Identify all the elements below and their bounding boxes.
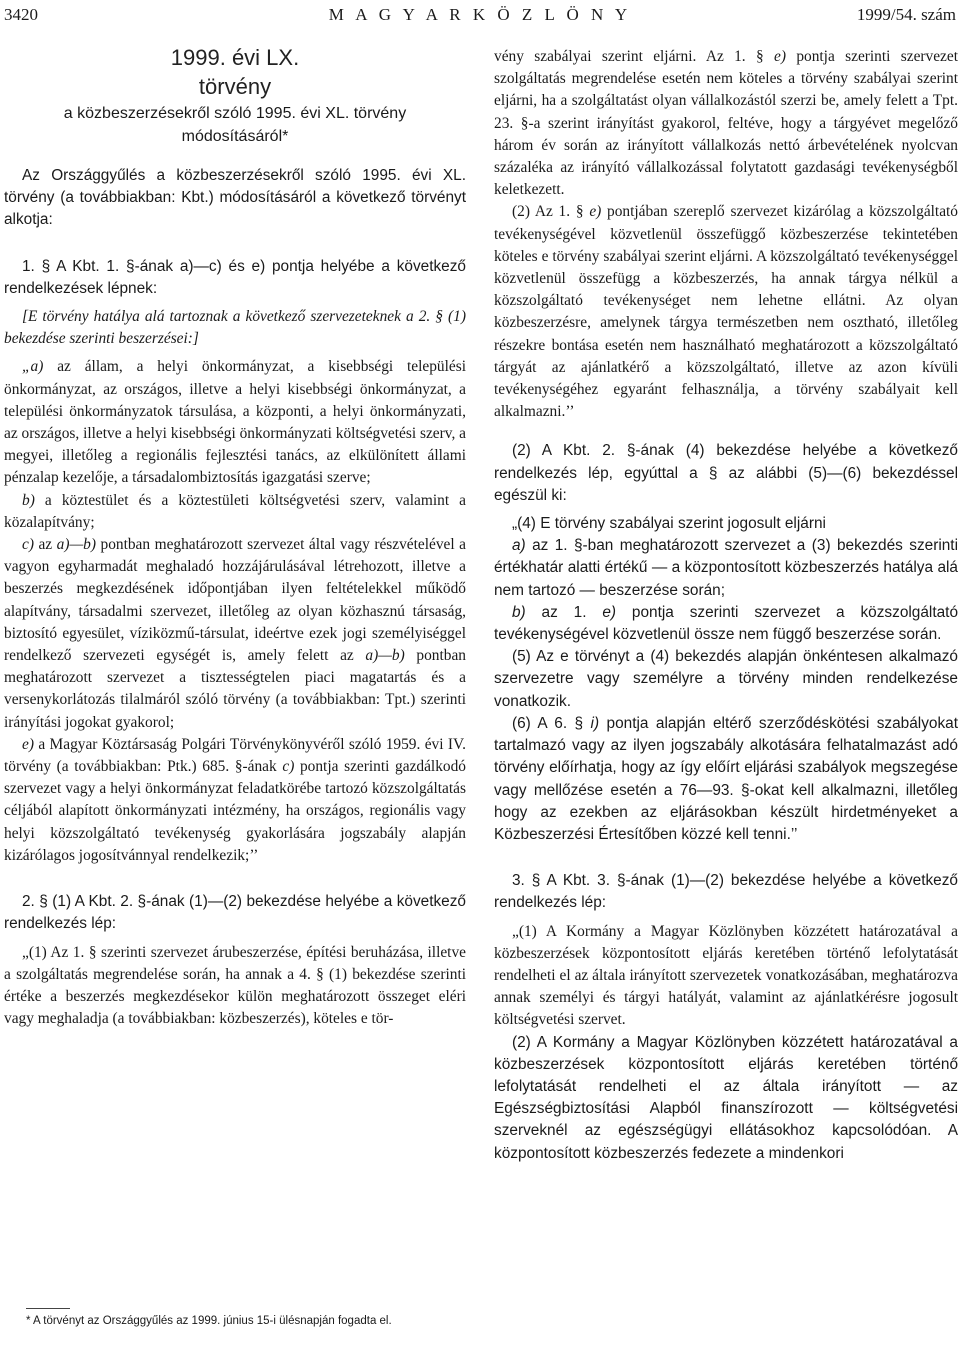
section-2-intro: 2. § (1) A Kbt. 2. §-ának (1)—(2) bekezdése helyébe a következő rendelkezés lép: bbox=[4, 893, 466, 933]
section-2-quote: „(1) Az 1. § szerinti szervezet árubeszerzése, építési beruházása, illetve a szolgáltatás megrendelése során, ha annak a 4. § (1) bekezdése szerinti értéke a beszerzés megkezdésekor külön meghatározott összeget eléri vagy meghaladja (a továbbiakban: közbeszerzés), köteles e tör- bbox=[4, 943, 466, 1028]
law-subtitle-2: módosításáról* bbox=[181, 128, 289, 145]
section-1-bracket: [E törvény hatálya alá tartoznak a következő szervezeteknek a 2. § (1) bekezdése szerinti beszerzései:] bbox=[4, 308, 466, 348]
section-1-intro: 1. § A Kbt. 1. §-ának a)—c) és e) pontja helyébe a következő rendelkezések lépnek: bbox=[4, 257, 466, 297]
issue-number: 1999/54. szám bbox=[856, 5, 956, 24]
page-number: 3420 bbox=[4, 5, 38, 24]
section-3-para-2: (2) A Kormány a Magyar Közlönyben közzétett határozatával a közbeszerzések központosított eljárás keretében történő lefolytatását rendelheti el az általa irányított — az Egészségbiztosítási Alapból finanszírozott — költségvetési szerveknél az egészségügyi ellátásokhoz kapcsolódóan. A központosított közbeszerzés fedezete a mindenkori bbox=[494, 1033, 958, 1162]
para-6: (6) A 6. § i) pontja alapján eltérő szerződéskötési szabályokat tartalmazó vagy az ilyen jogszabály alkotására felhatalmazást adó törvény előírhatja, hogy az így előírt eljárási szabályok megszegése vagy mellőzése esetén a 76—93. §-okat kell alkalmazni, illetőleg hogy az ezekben az eljárásokban készült hirdetményeket a Közbeszerzési Értesítőben közzé kell tenni.’’ bbox=[494, 714, 958, 843]
left-column bbox=[4, 44, 466, 1030]
journal-title: M A G Y A R K Ö Z L Ö N Y bbox=[328, 5, 632, 24]
point-c: c) az a)—b) pontban meghatározott szervezet által vagy részvételével a vagyon egyharmadát meghaladó hozzájárulásával létrehozott, illetve a beszerzés megkezdésének időpontjában ilyen feltételekkel működő alapítvány, társadalmi szervezet, illetőleg az olyan közhasznú társaság, biztosító egyesület, víziközmű-társulat, ideértve ezek jogi személyiséggel rendelkező szervezeti egységét is, amely felett az a)—b) pontban meghatározott szervezet a tisztességtelen piaci magatartás és a versenykorlátozás tilalmáról szóló törvény (a továbbiakban: Tpt.) szerinti irányítási jogokat gyakorol; bbox=[4, 536, 466, 731]
point-a: „a) az állam, a helyi önkormányzat, a kisebbségi települési önkormányzat, az országos, illetve a helyi kisebbségi önkormányzat, a települési önkormányzatok társulása, a központi, a helyi önkormányzati, az országos, illetve a helyi kisebbségi önkormányzati költségvetési szerv, a megyei, illetőleg a regionális fejlesztési tanács, az elkülönített állami pénzalap kezelője, a társadalombiztosítás igazgatási szerve; bbox=[4, 358, 466, 487]
para-4-intro: „(4) E törvény szabályai szerint jogosult eljárni bbox=[512, 515, 826, 533]
footnote: * A törvényt az Országgyűlés az 1999. június 15-i ülésnapján fogadta el. bbox=[26, 1315, 392, 1327]
law-subtitle: a közbeszerzésekről szóló 1995. évi XL. törvény bbox=[63, 105, 407, 122]
right-column bbox=[494, 46, 958, 1165]
para-5: (5) Az e törvényt a (4) bekezdés alapján önkéntesen alkalmazó szervezetre vagy személyre a törvény minden rendelkezése vonatkozik. bbox=[494, 648, 958, 710]
point-e: e) a Magyar Köztársaság Polgári Törvénykönyvéről szóló 1959. évi IV. törvény (a továbbiakban: Ptk.) 685. §-ának c) pontja szerinti gazdálkodó szervezet vagy a helyi önkormányzat feladatkörébe tartozó közszolgáltatás céljából alapított önkormányzati intézmény, ha országos, regionális vagy helyi közszolgáltató tevékenység gyakorlására jogszabály alapján kizárólagos jogosítvánnyal rendelkezik;’’ bbox=[4, 735, 466, 864]
footnote-divider bbox=[26, 1308, 70, 1309]
section-2-continuation: vény szabályai szerint eljárni. Az 1. § e) pontja szerinti szervezet szolgáltatás megrendelése esetén nem köteles a törvény szabályai szerint eljárni, ha a szolgáltatást olyan vállalkozástól szerzi be, amely felett a Tpt. 23. §-a szerint irányítást gyakorol, feltéve, hogy a tárgyévet megelőző három év során az irányított vállalkozás nettó árbevételének nyolcvan százaléka az irányító vállalkozással folytatott gazdasági tevékenységből keletkezett. bbox=[494, 48, 958, 199]
para-4-b: b) az 1. e) pontja szerinti szervezet a közszolgáltató tevékenységével közvetlenül össze nem függő beszerzése során. bbox=[494, 603, 959, 644]
law-type: törvény bbox=[198, 74, 272, 99]
preamble: Az Országgyűlés a közbeszerzésekről szóló 1995. évi XL. törvény (a továbbiakban: Kbt.) módosításáról a következő törvényt alkotja: bbox=[4, 167, 466, 229]
point-b: b) a köztestület és a köztestületi költségvetési szerv, valamint a közalapítvány; bbox=[4, 491, 466, 531]
section-3-para-1: „(1) A Kormány a Magyar Közlönyben közzétett határozatával a közbeszerzések központosított eljárás keretében történő lefolytatását rendelheti el az általa irányított szervezetek vonatkozásában, meghatározva annak személyi és tárgyi hatályát, valamint az ajánlatkérésre jogosult költségvetési szervet. bbox=[494, 922, 958, 1029]
page-header bbox=[4, 4, 956, 26]
section-2-para-2: (2) Az 1. § e) pontjában szereplő szervezet kizárólag a közszolgáltató tevékenységével közvetlenül összefüggő közbeszerzése tekintetében köteles e törvény szabályai szerint eljárni. A közszolgáltató tevékenységgel közvetlenül összefügg a közbeszerzés, ha annak tárgya nélkül a közszolgáltató tevékenységet nem lehetne ellátni. Az olyan közbeszerzésre, amelynek tárgya természetben nem osztható, illetőleg részekre bontása esetén nem használható meghatározott a közszolgáltató tárgyát az ajánlatkérő a közszolgáltató, illetve az azon kívüli tevékenységéhez egyaránt felhasználja, a törvény szabályait kell alkalmazni.’’ bbox=[494, 203, 959, 421]
section-3-intro: 3. § A Kbt. 3. §-ának (1)—(2) bekezdése helyébe a következő rendelkezés lép: bbox=[494, 872, 958, 912]
law-number: 1999. évi LX. bbox=[170, 45, 300, 70]
law-title bbox=[4, 44, 466, 148]
para-4-a: a) az 1. §-ban meghatározott szervezet a (3) bekezdés szerinti értékhatár alatti értékű — a központosított közbeszerzés hatálya alá nem tartozó — beszerzése során; bbox=[494, 537, 958, 599]
section-2-subsection-2: (2) A Kbt. 2. §-ának (4) bekezdése helyébe a következő rendelkezés lép, egyúttal a § az alábbi (5)—(6) bekezdéssel egészül ki: bbox=[494, 442, 958, 504]
